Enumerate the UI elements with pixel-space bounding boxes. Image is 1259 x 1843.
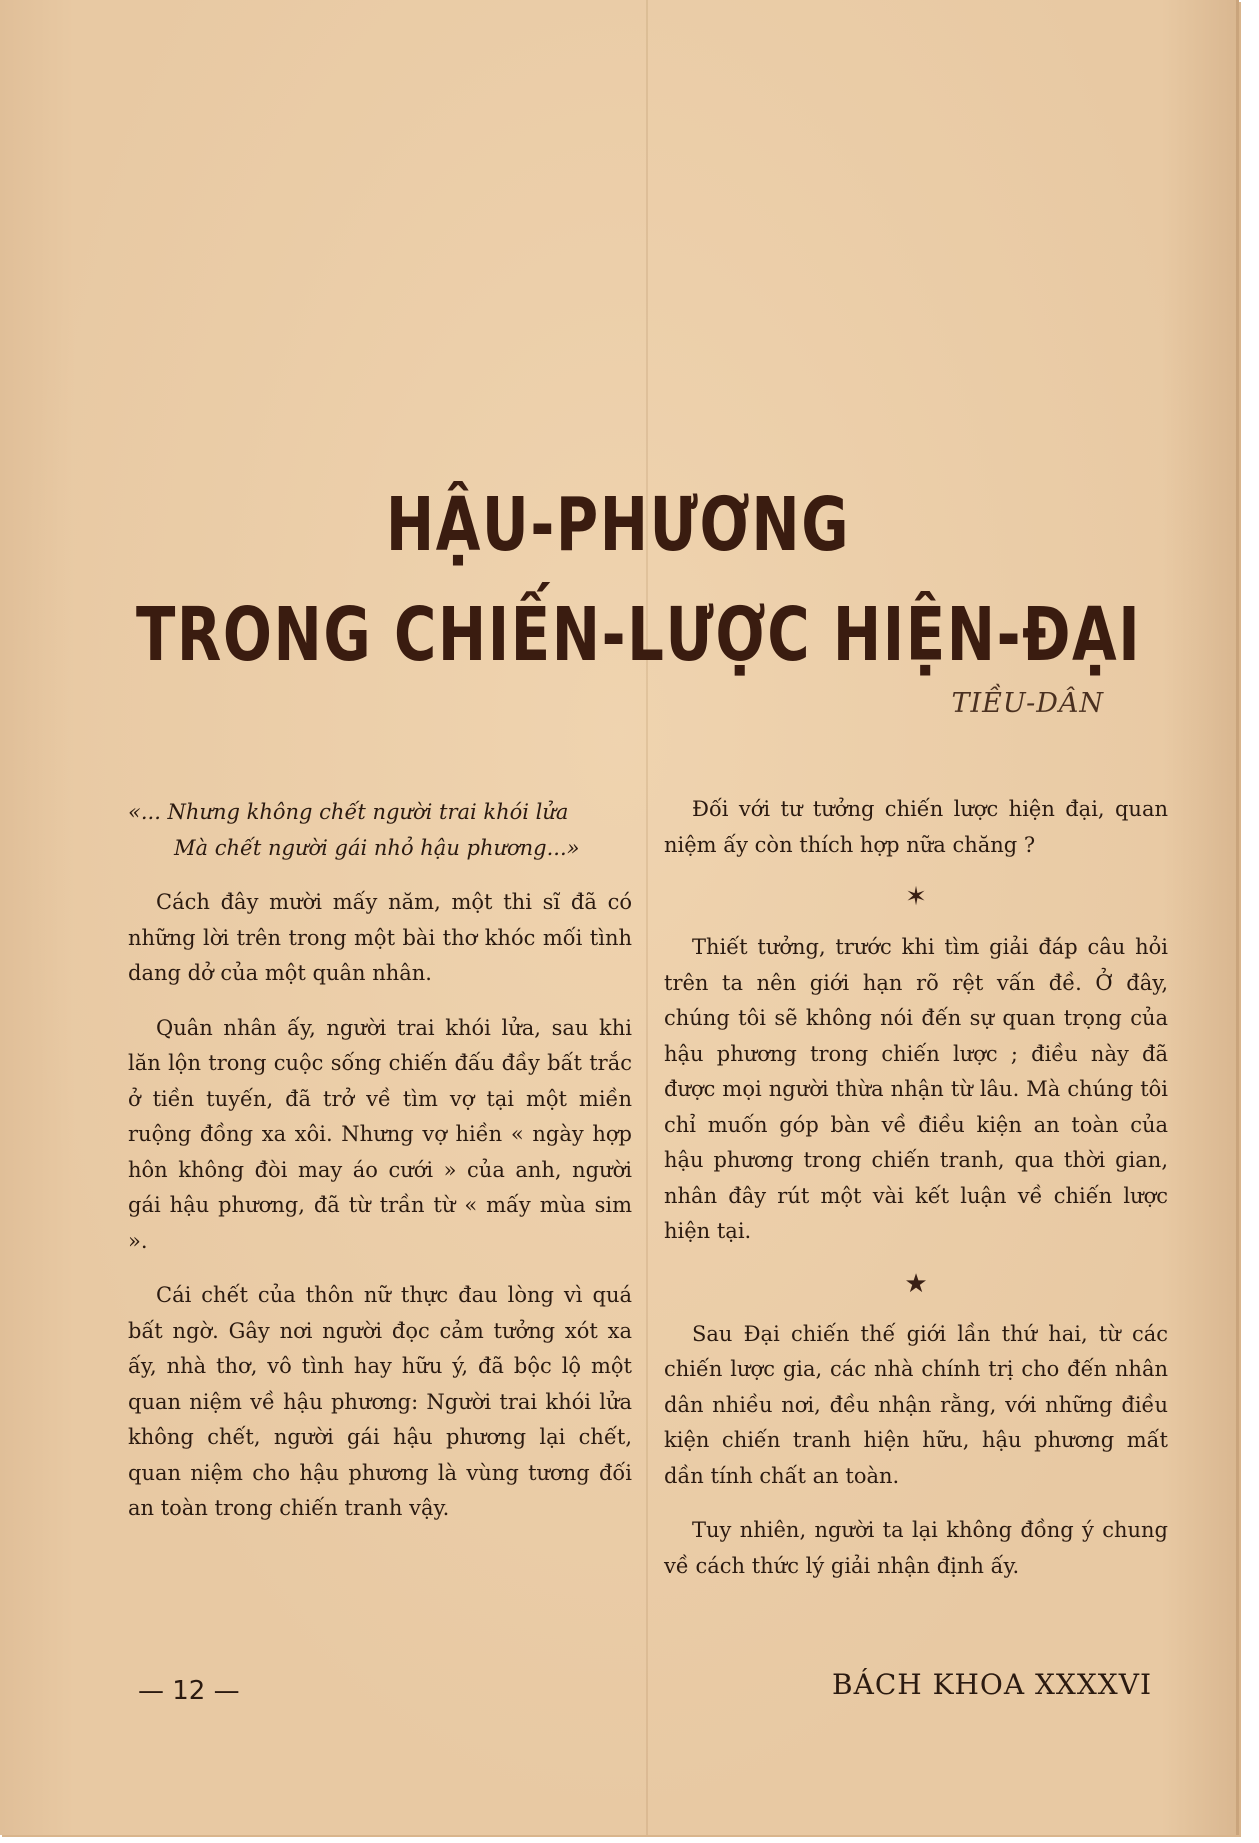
epigraph-quote	[128, 795, 632, 866]
author-name: TIỀU-DÂN	[951, 688, 1104, 719]
quote-line-1: «... Nhưng không chết người trai khói lửa	[128, 800, 569, 824]
paragraph: Tuy nhiên, người ta lại không đồng ý chung về cách thức lý giải nhận định ấy.	[664, 1518, 1168, 1578]
paragraph: Sau Đại chiến thế giới lần thứ hai, từ các chiến lược gia, các nhà chính trị cho đến nhân dân nhiều nơi, đều nhận rằng, với những điều kiện chiến tranh hiện hữu, hậu phương mất dần tính chất an toàn.	[664, 1321, 1168, 1488]
paragraph: Cách đây mười mấy năm, một thi sĩ đã có những lời trên trong một bài thơ khóc mối tình dang dở của một quân nhân.	[128, 890, 632, 985]
article-title-line-1: HẬU-PHƯƠNG	[385, 482, 851, 568]
section-divider-star-icon: ✶	[905, 882, 927, 912]
paragraph: Quân nhân ấy, người trai khói lửa, sau khi lăn lộn trong cuộc sống chiến đấu đầy bất trắc ở tiền tuyến, đã trở về tìm vợ tại một miền ruộng đồng xa xôi. Nhưng vợ hiền « ngày hợp hôn không đòi may áo cưới » của anh, người gái hậu phương, đã từ trần từ « mấy mùa sim ».	[128, 1015, 632, 1253]
right-column	[664, 792, 1168, 1603]
section-divider-star-icon: ★	[904, 1268, 928, 1299]
quote-line-2: Mà chết người gái nhỏ hậu phương...»	[174, 835, 580, 860]
journal-name: BÁCH KHOA XXXXVI	[832, 1668, 1152, 1701]
paragraph: Cái chết của thôn nữ thực đau lòng vì quá bất ngờ. Gây nơi người đọc cảm tưởng xót xa ấy, nhà thơ, vô tình hay hữu ý, đã bộc lộ một quan niệm về hậu phương: Người trai khói lửa không chết, người gái hậu phương lại chết, quan niệm cho hậu phương là vùng tương đối an toàn trong chiến tranh vậy.	[128, 1283, 632, 1520]
page-fold	[646, 0, 648, 1835]
article-title-line-2: TRONG CHIẾN-LƯỢC HIỆN-ĐẠI	[135, 592, 1142, 678]
intro-paragraph: Đối với tư tưởng chiến lược hiện đại, quan niệm ấy còn thích hợp nữa chăng ?	[664, 797, 1168, 857]
page-number: — 12 —	[138, 1676, 240, 1706]
left-column	[128, 795, 632, 1546]
paragraph: Thiết tưởng, trước khi tìm giải đáp câu hỏi trên ta nên giới hạn rõ rệt vấn đề. Ở đây, chúng tôi sẽ không nói đến sự quan trọng của hậu phương trong chiến lược ; điều này đã được mọi người thừa nhận từ lâu. Mà chúng tôi chỉ muốn góp bàn về điều kiện an toàn của hậu phương trong chiến tranh, qua thời gian, nhân đây rút một vài kết luận về chiến lược hiện tại.	[664, 935, 1168, 1243]
